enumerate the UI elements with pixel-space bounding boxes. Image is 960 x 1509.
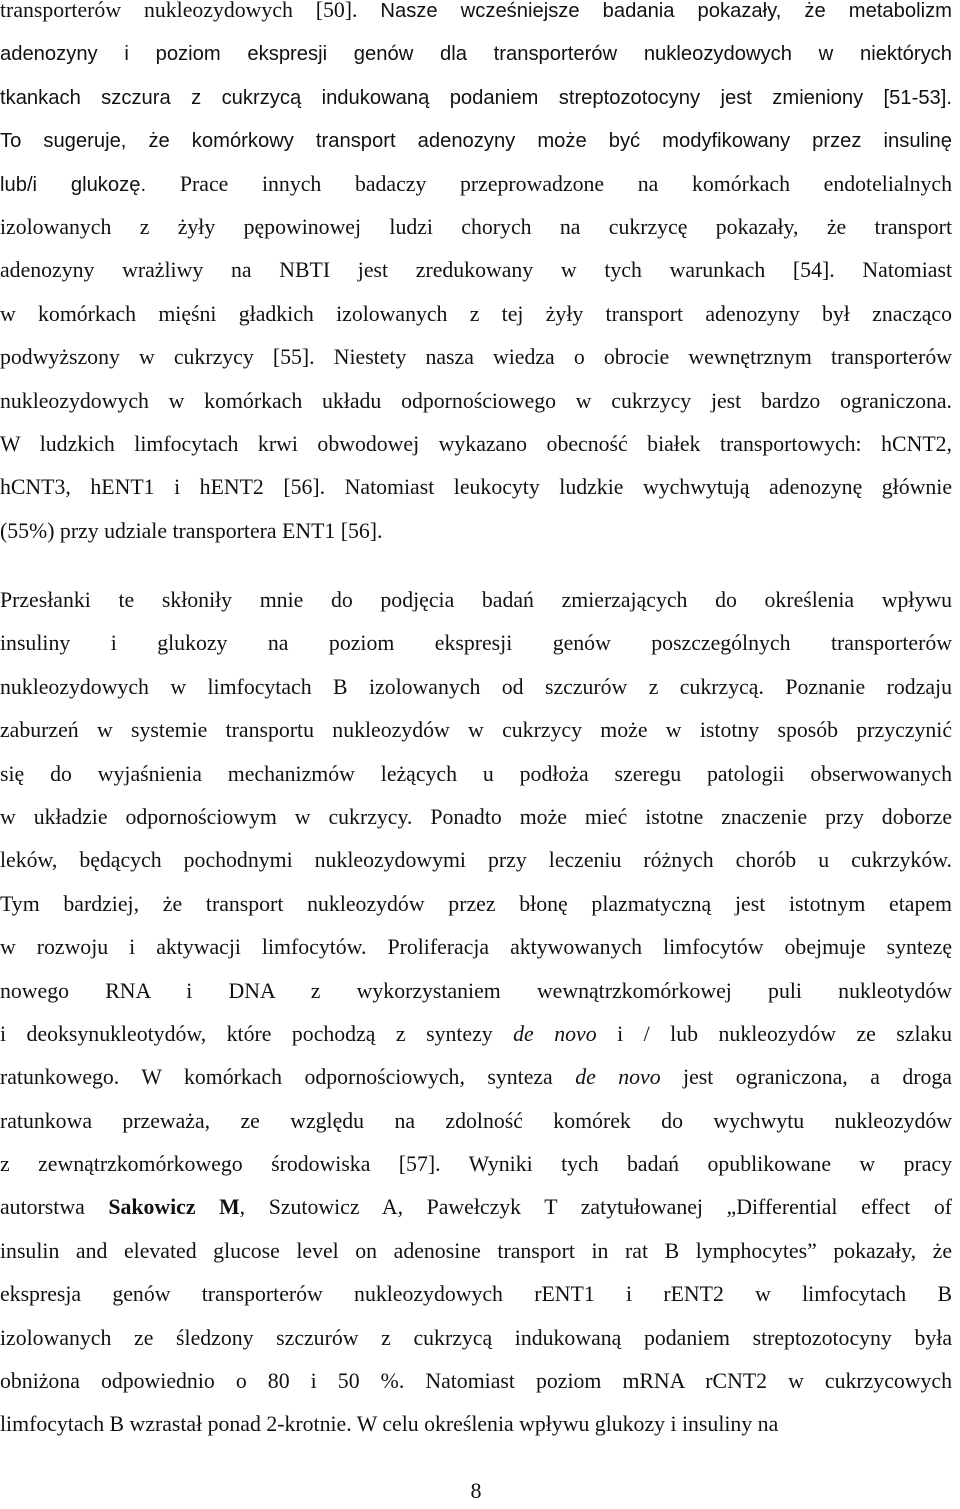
text-line bbox=[0, 1186, 952, 1229]
text-line bbox=[0, 0, 952, 32]
text-segment: w układzie odpornościowym w cukrzycy. Ponadto może mieć istotne znaczenie przy doborze bbox=[0, 804, 952, 829]
text-segment: podwyższony w cukrzycy [55]. Niestety nasza wiedza o obrocie wewnętrznym transporterów bbox=[0, 345, 952, 370]
text-line bbox=[0, 666, 952, 709]
text-segment: , Szutowicz A, Pawełczyk T zatytułowanej „Differential effect of bbox=[239, 1195, 952, 1220]
text-line bbox=[0, 970, 952, 1013]
text-line bbox=[0, 1013, 952, 1056]
text-line bbox=[0, 163, 952, 206]
text-segment: hCNT3, hENT1 i hENT2 [56]. Natomiast leukocyty ludzkie wychwytują adenozynę głównie bbox=[0, 475, 952, 500]
text-line bbox=[0, 466, 952, 509]
paragraph-2 bbox=[0, 579, 952, 1447]
text-line bbox=[0, 1360, 952, 1403]
text-line bbox=[0, 336, 952, 379]
text-segment: nukleozydowych w komórkach układu odpornościowego w cukrzycy jest bardzo ograniczona. bbox=[0, 388, 952, 413]
text-line bbox=[0, 1100, 952, 1143]
text-segment: izolowanych z żyły pępowinowej ludzi chorych na cukrzycę pokazały, że transport bbox=[0, 214, 952, 239]
text-line bbox=[0, 32, 952, 75]
text-segment: de novo bbox=[575, 1065, 661, 1090]
text-segment: obniżona odpowiednio o 80 i 50 %. Natomiast poziom mRNA rCNT2 w cukrzycowych bbox=[0, 1369, 952, 1394]
text-line bbox=[0, 579, 952, 622]
text-segment: jest ograniczona, a droga bbox=[660, 1065, 952, 1090]
text-segment: nukleozydowych w limfocytach B izolowanych od szczurów z cukrzycą. Poznanie rodzaju bbox=[0, 674, 952, 699]
text-segment: z zewnątrzkomórkowego środowiska [57]. Wyniki tych badań opublikowane w pracy bbox=[0, 1152, 952, 1177]
text-segment: lub/i glukozę. bbox=[0, 173, 180, 196]
text-line bbox=[0, 293, 952, 336]
text-line bbox=[0, 206, 952, 249]
text-segment: tkankach szczura z cukrzycą indukowaną podaniem streptozotocyny jest zmieniony [51-53]. bbox=[0, 86, 952, 109]
text-line bbox=[0, 76, 952, 119]
text-segment: Przesłanki te skłoniły mnie do podjęcia badań zmierzających do określenia wpływu bbox=[0, 588, 952, 612]
text-segment: ratunkowa przeważa, ze względu na zdolność komórek do wychwytu nukleozydów bbox=[0, 1108, 952, 1133]
text-segment: ratunkowego. W komórkach odpornościowych, synteza bbox=[0, 1065, 576, 1090]
text-line bbox=[0, 1273, 952, 1316]
text-segment: zaburzeń w systemie transportu nukleozydów w cukrzycy może w istotny sposób przyczynić bbox=[0, 718, 952, 743]
text-segment: izolowanych ze śledzony szczurów z cukrzycą indukowaną podaniem streptozotocyny była bbox=[0, 1325, 952, 1350]
text-line bbox=[0, 1143, 952, 1186]
text-line bbox=[0, 423, 952, 466]
text-line bbox=[0, 926, 952, 969]
text-segment: Nasze wcześniejsze badania pokazały, że metabolizm bbox=[380, 0, 952, 22]
text-segment: (55%) przy udziale transportera ENT1 [56]. bbox=[0, 518, 383, 543]
text-segment: W ludzkich limfocytach krwi obwodowej wykazano obecność białek transportowych: hCNT2, bbox=[0, 431, 952, 456]
text-segment: Prace innych badaczy przeprowadzone na komórkach endotelialnych bbox=[179, 171, 952, 196]
text-segment: się do wyjaśnienia mechanizmów leżących u podłoża szeregu patologii obserwowanych bbox=[0, 761, 952, 786]
text-segment: insuliny i glukozy na poziom ekspresji genów poszczególnych transporterów bbox=[0, 631, 952, 656]
text-line bbox=[0, 753, 952, 796]
text-line bbox=[0, 883, 952, 926]
text-line bbox=[0, 709, 952, 752]
text-segment: i / lub nukleozydów ze szlaku bbox=[596, 1021, 952, 1046]
text-segment: Tym bardziej, że transport nukleozydów przez błonę plazmatyczną jest istotnym etapem bbox=[0, 891, 952, 916]
text-segment: insulin and elevated glucose level on adenosine transport in rat B lymphocytes” pokazały, że bbox=[0, 1238, 952, 1263]
text-segment: adenozyny i poziom ekspresji genów dla transporterów nukleozydowych w niektórych bbox=[0, 43, 952, 66]
text-segment: ekspresja genów transporterów nukleozydowych rENT1 i rENT2 w limfocytach B bbox=[0, 1282, 952, 1307]
text-line bbox=[0, 1056, 952, 1099]
text-segment: nowego RNA i DNA z wykorzystaniem wewnątrzkomórkowej puli nukleotydów bbox=[0, 978, 952, 1003]
text-segment: autorstwa bbox=[0, 1195, 109, 1220]
text-line bbox=[0, 839, 952, 882]
text-line bbox=[0, 1317, 952, 1360]
text-line bbox=[0, 1230, 952, 1273]
text-segment: de novo bbox=[513, 1021, 597, 1046]
text-segment: transporterów nukleozydowych [50]. bbox=[0, 0, 381, 22]
text-segment: w komórkach mięśni gładkich izolowanych z tej żyły transport adenozyny był znacząco bbox=[0, 301, 952, 326]
text-line bbox=[0, 622, 952, 665]
page-number: 8 bbox=[470, 1478, 482, 1503]
text-segment: Sakowicz M bbox=[108, 1195, 240, 1220]
text-line bbox=[0, 796, 952, 839]
text-line bbox=[0, 249, 952, 292]
paragraph-1 bbox=[0, 0, 952, 553]
text-segment: i deoksynukleotydów, które pochodzą z syntezy bbox=[0, 1021, 514, 1046]
text-line bbox=[0, 380, 952, 423]
text-line bbox=[0, 119, 952, 162]
text-segment: leków, będących pochodnymi nukleozydowymi przy leczeniu różnych chorób u cukrzyków. bbox=[0, 848, 952, 873]
text-segment: w rozwoju i aktywacji limfocytów. Proliferacja aktywowanych limfocytów obejmuje syntezę bbox=[0, 935, 952, 960]
text-segment: adenozyny wrażliwy na NBTI jest zredukowany w tych warunkach [54]. Natomiast bbox=[0, 258, 952, 283]
text-segment: To sugeruje, że komórkowy transport adenozyny może być modyfikowany przez insulinę bbox=[0, 130, 952, 153]
text-line bbox=[0, 510, 952, 553]
text-segment: limfocytach B wzrastał ponad 2-krotnie. W celu określenia wpływu glukozy i insuliny na bbox=[0, 1412, 779, 1437]
text-line bbox=[0, 1403, 952, 1446]
